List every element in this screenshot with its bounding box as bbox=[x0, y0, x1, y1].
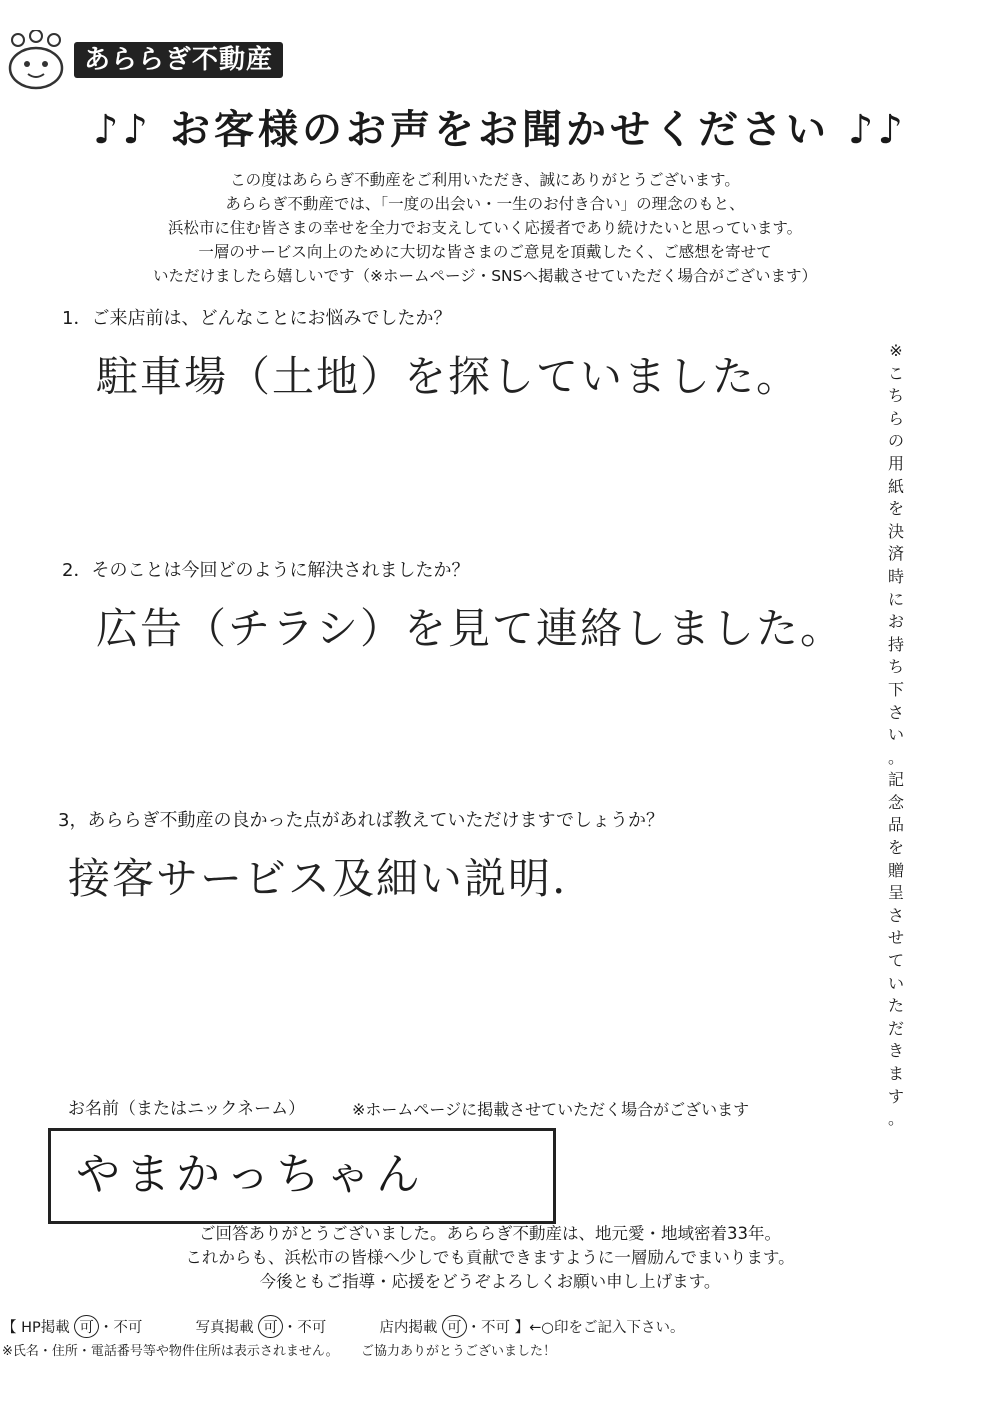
closing-message bbox=[60, 1222, 920, 1294]
intro-line: いただけましたら嬉しいです（※ホームページ・SNSへ掲載させていただく場合がございます） bbox=[153, 267, 817, 285]
intro-line: 浜松市に住む皆さまの幸せを全力でお支えしていく応援者であり続けたいと思っています。 bbox=[167, 219, 803, 237]
closing-line: ご回答ありがとうございました。あららぎ不動産は、地元愛・地域密着33年。 bbox=[199, 1224, 781, 1243]
mascot-logo-icon bbox=[4, 30, 68, 92]
question-3: 3，あららぎ不動産の良かった点があれば教えていただけますでしょうか？ bbox=[58, 810, 664, 831]
store-label: 店内掲載 bbox=[379, 1320, 438, 1336]
photo-ng: ・不可 bbox=[282, 1320, 327, 1336]
closing-line: これからも、浜松市の皆様へ少しでも貢献できますように一層励んでまいります。 bbox=[185, 1248, 795, 1267]
closing-line: 今後ともご指導・応援をどうぞよろしくお願い申し上げます。 bbox=[259, 1272, 721, 1291]
photo-ok-circled: 可 bbox=[258, 1315, 283, 1338]
name-label: お名前（またはニックネーム） bbox=[68, 1099, 306, 1119]
intro-text bbox=[60, 168, 910, 288]
company-logo-text: あららぎ不動産 bbox=[74, 42, 283, 78]
intro-line: 一層のサービス向上のために大切な皆さまのご意見を頂戴したく、ご感想を寄せて bbox=[198, 243, 772, 261]
intro-line: あららぎ不動産では、「一度の出会い・一生のお付き合い」の理念のもと、 bbox=[225, 195, 745, 213]
footer bbox=[2, 1340, 556, 1359]
page-title: ♪♪ お客様のお声をお聞かせください ♪♪ bbox=[93, 107, 907, 153]
name-note: ※ホームページに掲載させていただく場合がございます bbox=[352, 1100, 750, 1119]
privacy-note: ※氏名・住所・電話番号等や物件住所は表示されません。 bbox=[2, 1344, 339, 1359]
name-value: やまかっちゃん bbox=[76, 1149, 426, 1200]
hp-ok-circled: 可 bbox=[74, 1315, 99, 1338]
bracket-close-note: 】←○印をご記入下さい。 bbox=[514, 1320, 685, 1336]
side-note: ※ こ ち ら の 用 紙 を 決 済 時 に お 持 ち 下 さ い 。 記 念 品 を 贈 呈 さ せ て い た だ き ま す 。 bbox=[887, 341, 904, 1129]
hp-ng: ・不可 bbox=[98, 1320, 143, 1336]
bracket-open: 【 bbox=[2, 1320, 17, 1336]
answer-3: 接客サービス及細い説明. bbox=[68, 854, 568, 903]
question-2: 2．そのことは今回どのように解決されましたか？ bbox=[62, 560, 470, 581]
answer-2: 広告（チラシ）を見て連絡しました。 bbox=[96, 604, 845, 653]
hp-label: HP掲載 bbox=[21, 1320, 70, 1336]
photo-label: 写真掲載 bbox=[195, 1320, 254, 1336]
store-ng: ・不可 bbox=[466, 1320, 511, 1336]
store-ok-circled: 可 bbox=[442, 1315, 467, 1338]
thanks-note: ご協力ありがとうございました！ bbox=[360, 1344, 556, 1359]
permissions-row bbox=[2, 1315, 684, 1338]
question-1: 1．ご来店前は、どんなことにお悩みでしたか？ bbox=[62, 308, 452, 329]
intro-line: この度はあららぎ不動産をご利用いただき、誠にありがとうございます。 bbox=[230, 171, 740, 189]
answer-1: 駐車場（土地）を探していました。 bbox=[96, 352, 801, 401]
